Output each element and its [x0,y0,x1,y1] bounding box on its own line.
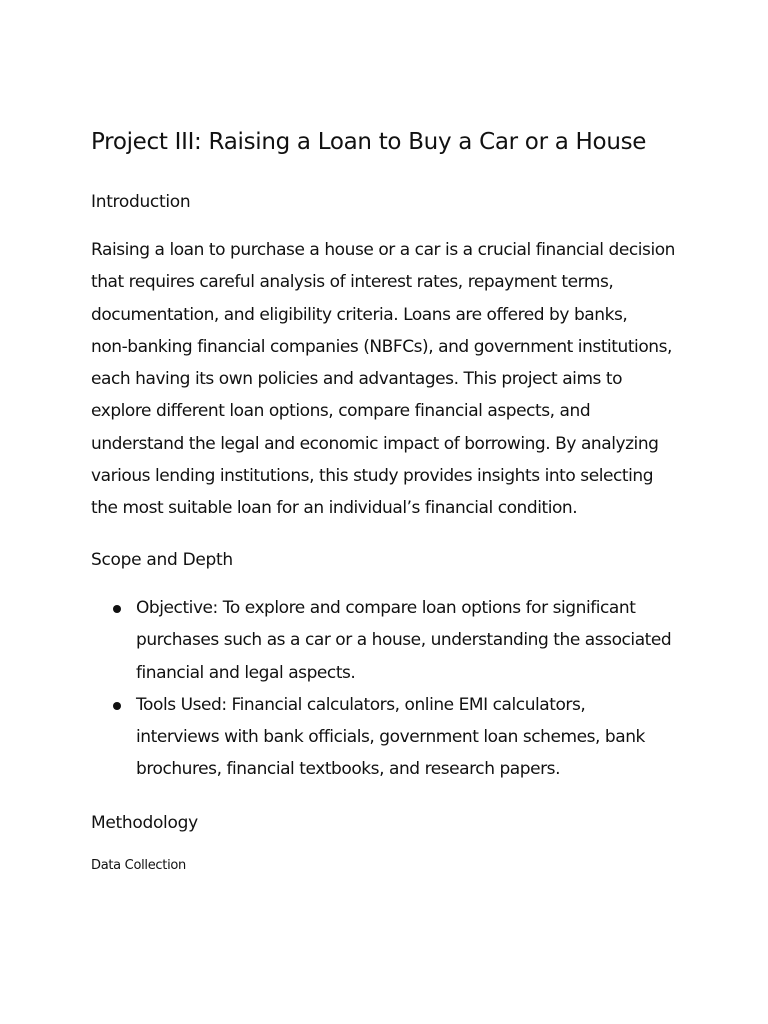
bullet-line: purchases such as a car or a house, understanding the associated [136,630,672,651]
paragraph-line: non-banking financial companies (NBFCs), and government institutions, [91,336,672,357]
paragraph-line: that requires careful analysis of interest rates, repayment terms, [91,272,614,293]
document-title: Project III: Raising a Loan to Buy a Car or a House [91,129,647,155]
paragraph-line: the most suitable loan for an individual’s financial condition. [91,498,578,519]
paragraph-line: documentation, and eligibility criteria. Loans are offered by banks, [91,304,628,325]
paragraph-line: each having its own policies and advantages. This project aims to [91,369,623,390]
methodology-heading: Methodology [91,813,198,833]
scope-bullet-list [0,592,768,786]
tools-used-bullet [0,689,768,786]
bullet-line: Tools Used: Financial calculators, online EMI calculators, [136,694,586,715]
paragraph-line: various lending institutions, this study provides insights into selecting [91,466,654,487]
scope-heading: Scope and Depth [91,550,233,570]
bullet-line: financial and legal aspects. [136,662,356,683]
paragraph-line: Raising a loan to purchase a house or a car is a crucial financial decision [91,240,675,260]
introduction-heading: Introduction [91,192,191,212]
bullet-dot-icon [113,702,121,710]
introduction-paragraph [91,234,691,525]
paragraph-line: understand the legal and economic impact of borrowing. By analyzing [91,433,659,454]
paragraph-line: explore different loan options, compare financial aspects, and [91,401,591,422]
data-collection-subheading: Data Collection [91,858,186,873]
objective-bullet [0,592,768,689]
bullet-line: interviews with bank officials, government loan schemes, bank [136,727,645,748]
bullet-line: brochures, financial textbooks, and research papers. [136,759,561,780]
bullet-dot-icon [113,605,121,613]
bullet-line: Objective: To explore and compare loan options for significant [136,598,636,618]
